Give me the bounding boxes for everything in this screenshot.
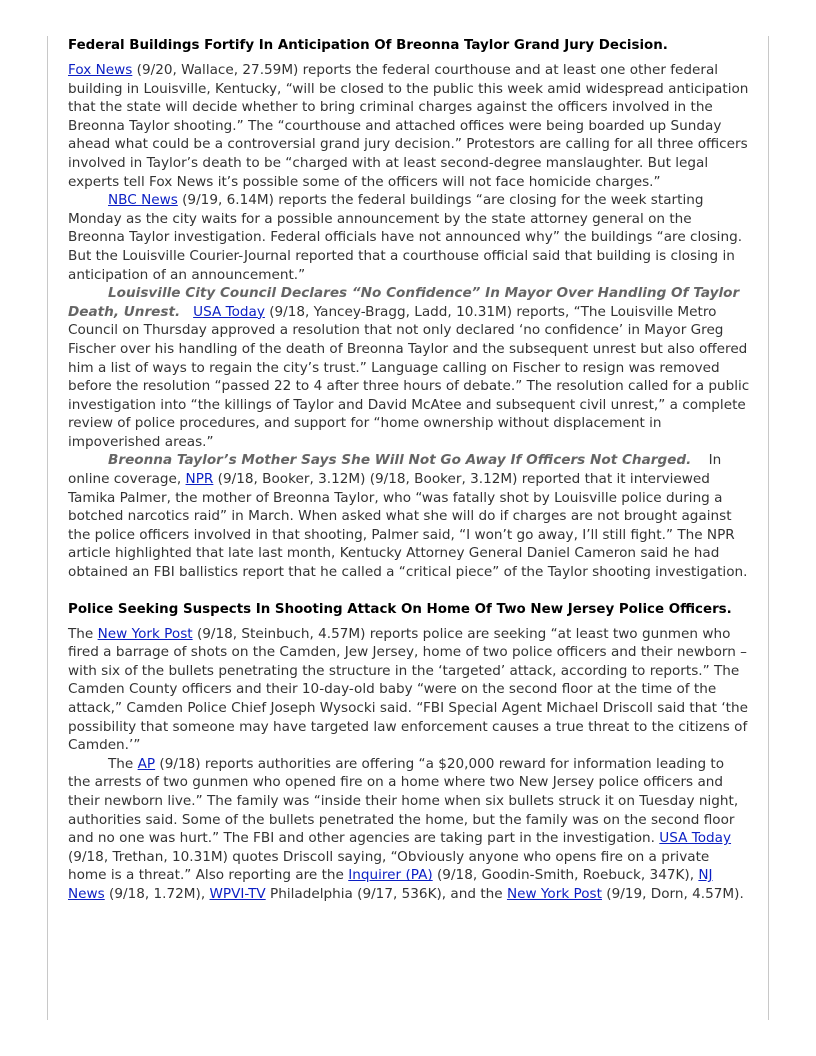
subheading: Louisville City Council Declares “No Confidence” In Mayor Over Handling Of Taylor Death, Unrest.	[68, 285, 740, 320]
source-link-wpvi-tv[interactable]: WPVI-TV	[209, 885, 266, 902]
paragraph	[68, 191, 750, 284]
section-heading-breonna-taylor: Federal Buildings Fortify In Anticipation Of Breonna Taylor Grand Jury Decision.	[68, 38, 668, 53]
source-link-usa-today[interactable]: USA Today	[659, 830, 732, 847]
paragraph	[68, 625, 750, 755]
paragraph-text: In online coverage,	[68, 452, 722, 488]
source-link-nbc-news[interactable]: NBC News	[108, 192, 178, 209]
section-spacer	[68, 582, 750, 600]
right-margin-rule	[768, 36, 769, 1020]
subheading: Breonna Taylor’s Mother Says She Will Not Go Away If Officers Not Charged.	[108, 452, 692, 469]
source-link-ap[interactable]: AP	[137, 755, 156, 772]
paragraph-text: The	[68, 625, 98, 642]
paragraph-text: (9/19, 6.14M) reports the federal buildings “are closing for the week starting Monday as the city waits for a possible announcement by the state attorney general on the Breonna Taylor investigation. Federal officials have not announced why” the buildings “are closing. But the Louisville Courier-Journal reported that a courthouse official said that building is closing in anticipation of an announcement.”	[68, 192, 743, 283]
paragraph-text: (9/18) reports authorities are offering “a $20,000 reward for information leading to the arrests of two gunmen who opened fire on a home where two New Jersey police officers and their newborn live.” The family was “inside their home when six bullets struck it on Tuesday night, authorities said. Some of the bullets penetrated the home, but the family was on the second floor and no one was hurt.” The FBI and other agencies are taking part in the investigation.	[68, 755, 739, 847]
paragraph-text: Philadelphia (9/17, 536K), and the	[265, 885, 507, 902]
paragraph-text: (9/19, Dorn, 4.57M).	[601, 885, 744, 902]
document-body	[68, 36, 750, 904]
paragraph-text: (9/20, Wallace, 27.59M) reports the federal courthouse and at least one other federal building in Louisville, Kentucky, “will be closed to the public this week amid widespread anticipation that the state will decide whether to bring criminal charges against the officers involved in the Breonna Taylor shooting.” The “courthouse and attached offices were being boarded up Sunday ahead what could be a controversial grand jury decision.” Protestors are calling for all three officers involved in Taylor’s death to be “charged with at least second-degree manslaughter. But legal experts tell Fox News it’s possible some of the officers will not face homicide charges.”	[68, 62, 749, 190]
paragraph	[68, 61, 750, 191]
paragraph-text: (9/18, Steinbuch, 4.57M) reports police are seeking “at least two gunmen who fired a barrage of shots on the Camden, Jew Jersey, home of two police officers and their newborn – with six of the bullets penetrating the structure in the ‘targeted’ attack, according to reports.” The Camden County officers and their 10-day-old baby “were on the second floor at the time of the attack,” Camden Police Chief Joseph Wysocki said. “FBI Special Agent Michael Driscoll said that ‘the possibility that someone may have targeted law enforcement causes a true threat to the citizens of Camden.’”	[68, 625, 748, 754]
paragraph	[68, 451, 750, 581]
source-link-usa-today[interactable]: USA Today	[193, 303, 265, 320]
source-link-npr[interactable]: NPR	[185, 471, 214, 488]
paragraph-text: (9/18, Trethan, 10.31M) quotes Driscoll saying, “Obviously anyone who opens fire on a private home is a threat.” Also reporting are the	[68, 848, 710, 884]
source-link-new-york-post[interactable]: New York Post	[506, 885, 602, 902]
source-link-inquirer[interactable]: Inquirer (PA)	[348, 867, 433, 884]
left-margin-rule	[47, 36, 48, 1020]
source-link-fox-news[interactable]: Fox News	[68, 62, 133, 78]
paragraph-text: (9/18, 1.72M),	[104, 885, 210, 902]
paragraph	[68, 284, 750, 451]
source-link-new-york-post[interactable]: New York Post	[97, 625, 193, 642]
section-heading-new-jersey-shooting: Police Seeking Suspects In Shooting Attack On Home Of Two New Jersey Police Officers.	[68, 601, 732, 617]
paragraph-text: (9/18, Goodin-Smith, Roebuck, 347K),	[432, 867, 699, 884]
paragraph	[68, 755, 750, 904]
paragraph-text: The	[108, 755, 138, 772]
paragraph-text: (9/18, Yancey-Bragg, Ladd, 10.31M) reports, “The Louisville Metro Council on Thursday approved a resolution that not only declared ‘no confidence’ in Mayor Greg Fischer over his handling of the death of Breonna Taylor and the subsequent unrest but also offered him a list of ways to regain the city’s trust.” Language calling on Fischer to resign was removed before the resolution “passed 22 to 4 after three hours of debate.” The resolution called for a public investigation into “the killings of Taylor and David McAtee and subsequent civil unrest,” a complete review of police procedures, and support for “home ownership without displacement in impoverished areas.”	[68, 303, 750, 450]
paragraph-text: (9/18, Booker, 3.12M) (9/18, Booker, 3.12M) reported that it interviewed Tamika Palmer, the mother of Breonna Taylor, who “was fatally shot by Louisville police during a botched narcotics raid” in March. When asked what she will do if charges are not brought against the police officers involved in that shooting, Palmer said, “I won’t go away, I’ll still fight.” The NPR article highlighted that late last month, Kentucky Attorney General Daniel Cameron said he had obtained an FBI ballistics report that he called a “critical piece” of the Taylor shooting investigation.	[68, 471, 748, 581]
source-link-nj-news[interactable]: NJ News	[68, 867, 713, 902]
